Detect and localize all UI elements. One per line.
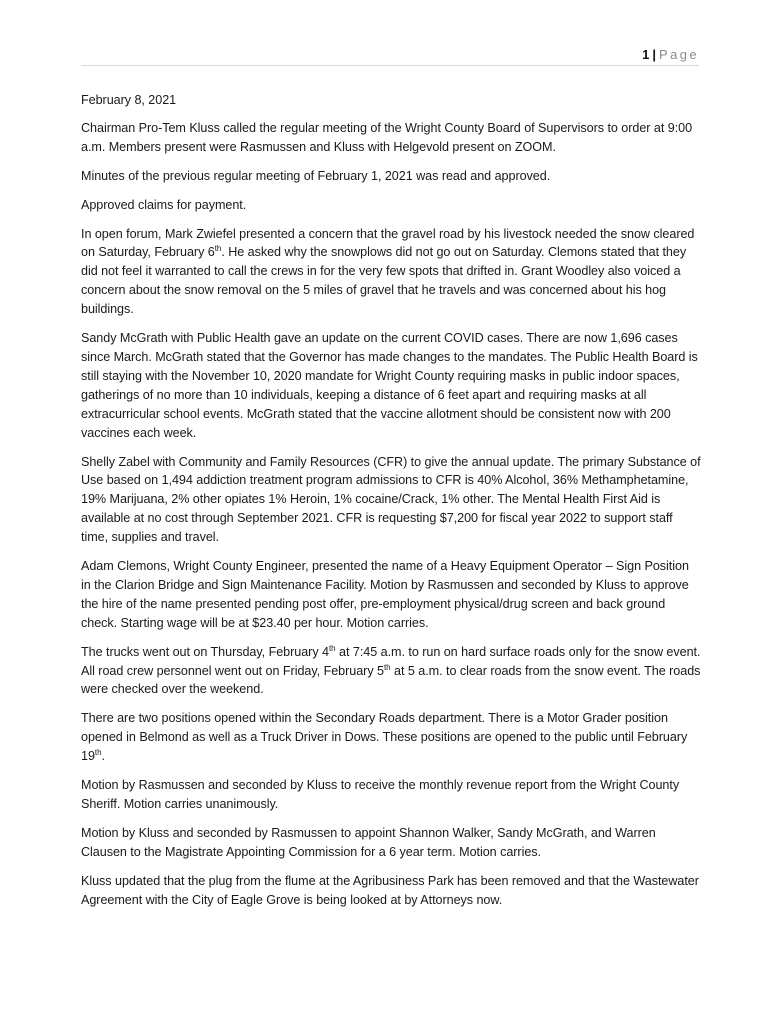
paragraph-open-positions	[81, 709, 701, 766]
text-segment: . He asked why the snowplows did not go out on Saturday. Clemons stated that they did not feel it warranted to call the crews in for the very few spots that drifted in. Grant Woodley also voiced a concern about the snow removal on the 5 miles of gravel that he travels and was concerned about his hog buildings.	[81, 245, 687, 317]
ordinal-suffix: th	[94, 748, 102, 757]
page-separator: |	[652, 47, 657, 62]
text-segment: at 7:45 a.m. to run on hard surface roads only for the snow event. All road crew personnel went out on Friday, February 5	[81, 644, 701, 678]
paragraph-open-forum	[81, 225, 701, 320]
paragraph-public-health: Sandy McGrath with Public Health gave an update on the current COVID cases. There are now 1,696 cases since March. McGrath stated that the Governor has made changes to the mandates. The Public Health Board is still staying with the November 10, 2020 mandate for Wright County requiring masks in public indoor spaces, gatherings of no more than 10 individuals, keeping a distance of 6 feet apart and requiring masks at all extracurricular school events. McGrath stated that the vaccine allotment should be consistent now with 200 vaccines each week.	[81, 331, 698, 440]
document-body	[81, 91, 701, 920]
paragraph-claims: Approved claims for payment.	[81, 197, 247, 212]
paragraph-sheriff-report: Motion by Rasmussen and seconded by Kluss to receive the monthly revenue report from the Wright County Sheriff. Motion carries unanimously.	[81, 778, 680, 811]
paragraph-agribusiness-park: Kluss updated that the plug from the flume at the Agribusiness Park has been removed and that the Wastewater Agreement with the City of Eagle Grove is being looked at by Attorneys now.	[81, 873, 699, 907]
ordinal-suffix: th	[214, 244, 222, 254]
text-segment: at 5 a.m. to clear roads from the snow event. The roads were checked over the weekend.	[81, 663, 701, 697]
ordinal-suffix: th	[328, 643, 336, 653]
meeting-date: February 8, 2021	[81, 93, 177, 107]
page-header	[81, 45, 699, 66]
page-number: 1	[642, 47, 650, 62]
page-label: Page	[659, 47, 699, 62]
paragraph-engineer-hire: Adam Clemons, Wright County Engineer, presented the name of a Heavy Equipment Operator – Sign Position in the Clarion Bridge and Sign Maintenance Facility. Motion by Rasmussen and seconded by Kluss to approve the hire of the name presented pending post offer, pre-employment physical/drug screen and back ground check. Starting wage will be at $23.40 per hour. Motion carries.	[81, 559, 689, 630]
text-segment: The trucks went out on Thursday, February 4	[81, 644, 329, 659]
text-segment: There are two positions opened within the Secondary Roads department. There is a Motor Grader position opened in Belmond as well as a Truck Driver in Dows. These positions are opened to the public until February 19	[81, 711, 688, 764]
text-segment: In open forum, Mark Zwiefel presented a concern that the gravel road by his livestock needed the snow cleared on Saturday, February 6	[81, 226, 695, 260]
paragraph-magistrate-commission: Motion by Kluss and seconded by Rasmussen to appoint Shannon Walker, Sandy McGrath, and Warren Clausen to the Magistrate Appointing Commission for a 6 year term. Motion carries.	[81, 825, 656, 859]
paragraph-minutes-approval: Minutes of the previous regular meeting of February 1, 2021 was read and approved.	[81, 168, 551, 183]
paragraph-snow-event	[81, 643, 701, 700]
ordinal-suffix: th	[383, 662, 391, 672]
paragraph-call-to-order: Chairman Pro-Tem Kluss called the regular meeting of the Wright County Board of Supervisors to order at 9:00 a.m. Members present were Rasmussen and Kluss with Helgevold present on ZOOM.	[81, 120, 693, 154]
paragraph-cfr-update: Shelly Zabel with Community and Family Resources (CFR) to give the annual update. The primary Substance of Use based on 1,494 addiction treatment program admissions to CFR is 40% Alcohol, 36% Methamphetamine, 19% Marijuana, 2% other opiates 1% Heroin, 1% cocaine/Crack, 1% other. The Mental Health First Aid is available at no cost through September 2021. CFR is requesting $7,200 for fiscal year 2022 to support staff time, supplies and travel.	[81, 454, 701, 545]
text-segment: .	[101, 749, 105, 764]
